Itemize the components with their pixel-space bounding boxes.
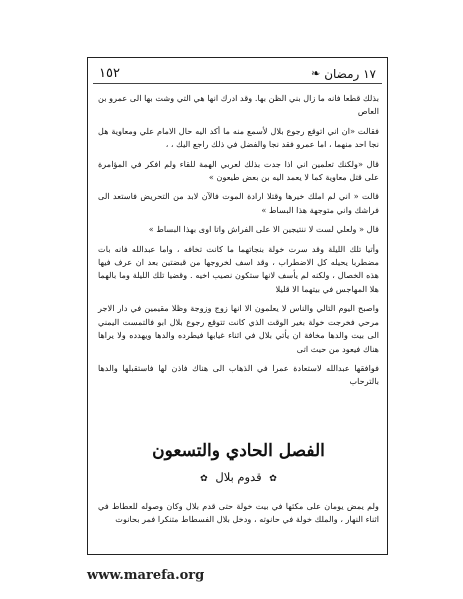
body-text: [98, 92, 379, 389]
paragraph: قال « ولعلي لست لا ننتيجين الا على الفراش واتا اوى بهذا البساط »: [148, 224, 379, 235]
running-title: ١٧ رمضان: [324, 66, 376, 81]
running-title-wrap: [311, 67, 376, 81]
paragraph: قال «ولكنك تعلمين اني اذا جدت بذلك لعربي الهمة للقاء ولم افكر في المؤامرة على قتل معاوية كما لا يعمد اليه بن بعض طيعون »: [98, 158, 379, 183]
paragraph: فقالت «ان اني اتوقع رجوع بلال لأسمع منه ما أكد اليه حال الامام علي ومعاوية هل نجا احد منهما ، اما عمرو فقد نجا والفضل في ذلك راجع اليك ، ،: [98, 125, 379, 150]
flower-ornament-icon: ✿: [200, 474, 208, 484]
chapter-subtitle: قدوم بلال: [215, 470, 262, 484]
fleuron-icon: ❧: [310, 67, 321, 80]
paragraph: بذلك قطعا فانه ما زال بني الظن بها. وقد ادرك انها هي التي وشت بها الى عمرو بن العاص: [98, 93, 379, 117]
page-number: ١٥٢: [99, 66, 120, 81]
chapter-block: [98, 440, 379, 527]
chapter-title: الفصل الحادي والتسعون: [152, 441, 325, 461]
watermark: www.marefa.org: [87, 568, 205, 583]
paragraph: واصبح اليوم التالي والناس لا يعلمون الا انها زوج وزوجة وظلا مقيمين في دار الاجر مرحي فخرجت خولة بغير الوقت الذي كانت تتوقع رجوع بلال ابو فالتمست اليمني الى بيت والدها مخافة ان يأتي بلال في اثناء غيابها فيطرده والدها ويهدده ولا يراها هناك فيعود من حيث اتى: [98, 303, 379, 354]
paragraph: وأتيا تلك الليلة وقد سرت خولة بنجاتهما ما كانت تخافه ، واما عبدالله فانه بات مضطربا يحيله كل الاضطراب ، وقد اسف لخروجها من قبضتين بعد ان عرف فيها هذه الخصال ، ولكنه لم يأسف لانها ستكون نصيب اخيه . وقضيا تلك الليلة وما بالهما هلا المهاجس في بيتهما الا قليلا: [98, 243, 379, 294]
paragraph: ولم يمض يومان على مكثها في بيت خولة حتى قدم بلال وكان وصوله للعطاط في اثناء النهار ، والملك خولة في حانوته ، ودخل بلال الفسطاط متنكرا فمر بحانوت: [98, 501, 379, 525]
flower-ornament-icon: ✿: [269, 474, 277, 484]
chapter-subtitle-line: [98, 468, 379, 488]
running-header: [93, 64, 382, 84]
paragraph: قالت « اني لم املك خيرها وقتلا ارادة الموت فالآن لابد من التحريض فاستعد الى فراشك واني متوجهة هذا البساط »: [98, 191, 379, 215]
paragraph: فوافقها عبدالله لاستعادة عمرا في الذهاب الى هناك فاذن لها فاستقبلها والدها بالترحاب: [98, 362, 379, 387]
chapter-body: [98, 500, 379, 527]
